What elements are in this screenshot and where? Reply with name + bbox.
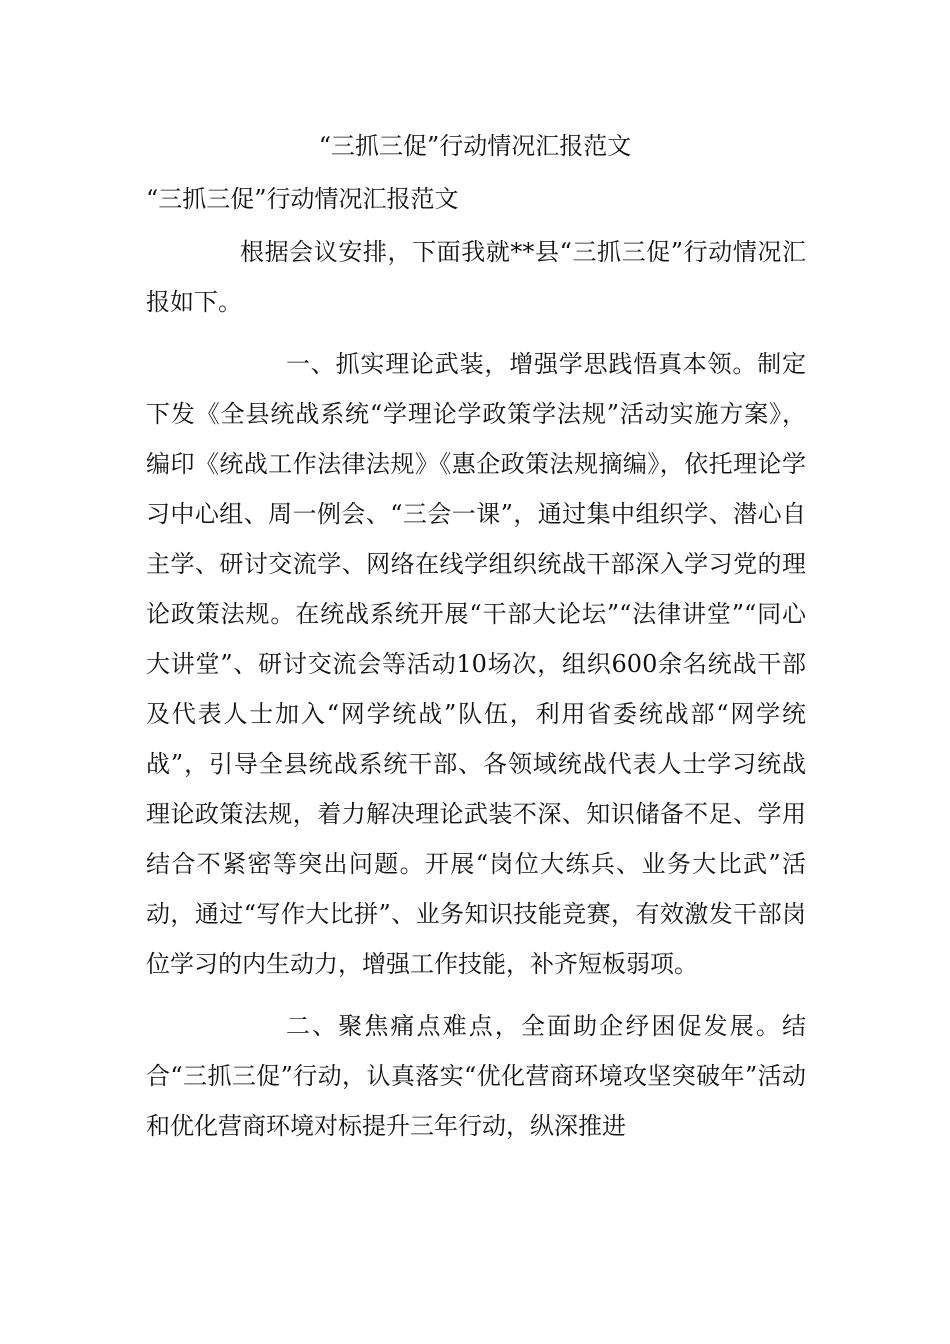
section-one-paragraph: 一、抓实理论武装，增强学思践悟真本领。制定下发《全县统战系统“学理论学政策学法规”活动实施方案》，编印《统战工作法律法规》《惠企政策法规摘编》，依托理论学习中心组、周一例会、“三会一课”，通过集中组织学、潜心自主学、研讨交流学、网络在线学组织统战干部深入学习党的理论政策法规。在统战系统开展“干部大论坛”“法律讲堂”“同心大讲堂”、研讨交流会等活动10场次，组织600余名统战干部及代表人士加入“网学统战”队伍，利用省委统战部“网学统战”，引导全县统战系统干部、各领域统战代表人士学习统战理论政策法规，着力解决理论武装不深、知识储备不足、学用结合不紧密等突出问题。开展“岗位大练兵、业务大比武”活动，通过“写作大比拼”、业务知识技能竞赛，有效激发干部岗位学习的内生动力，增强工作技能，补齐短板弱项。 <box>146 350 806 978</box>
document-title: “三抓三促”行动情况汇报范文 <box>318 132 632 160</box>
intro-paragraph: 根据会议安排，下面我就**县“三抓三促”行动情况汇报如下。 <box>146 238 806 316</box>
section-two-paragraph: 二、聚焦痛点难点，全面助企纾困促发展。结合“三抓三促”行动，认真落实“优化营商环境攻坚突破年”活动和优化营商环境对标提升三年行动，纵深推进 <box>146 1012 806 1140</box>
document-subtitle: “三抓三促”行动情况汇报范文 <box>146 185 459 213</box>
document-body <box>146 227 806 1163</box>
